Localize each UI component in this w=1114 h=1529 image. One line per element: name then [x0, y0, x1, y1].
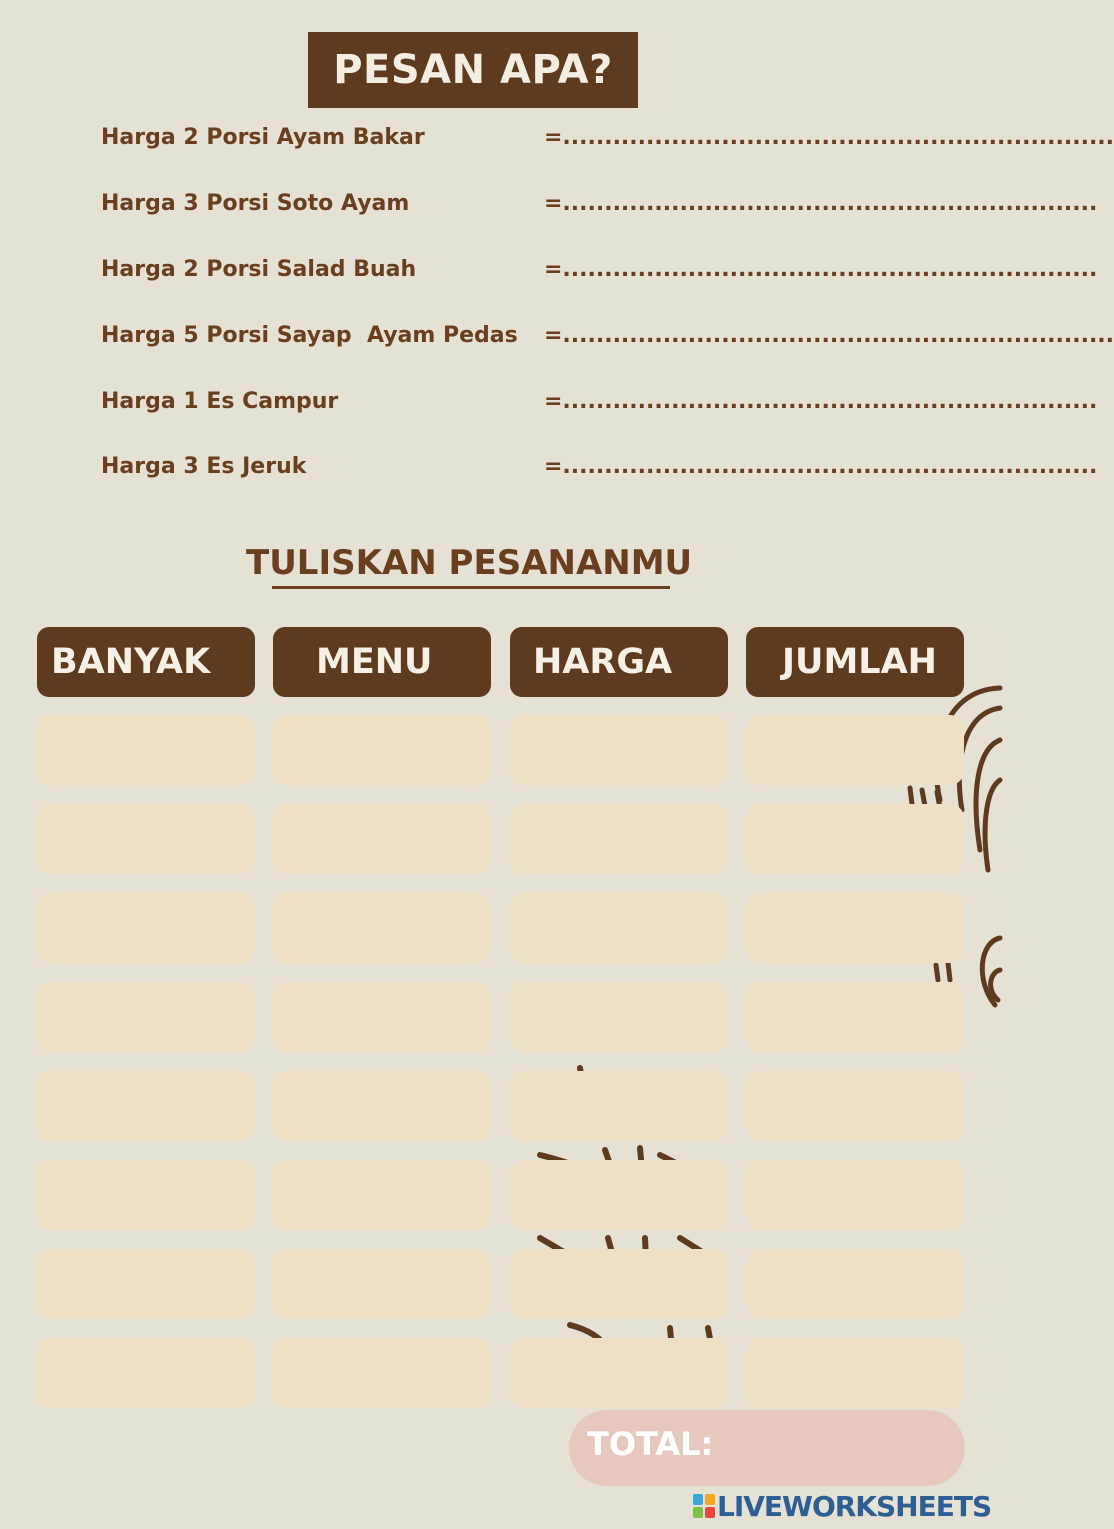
- table-cell-banyak[interactable]: [37, 1249, 255, 1319]
- table-cell-jumlah[interactable]: [746, 1160, 964, 1230]
- column-header-jumlah: JUMLAH: [746, 627, 964, 697]
- question-label: Harga 2 Porsi Salad Buah: [101, 257, 417, 282]
- answer-blank[interactable]: =................................................................: [544, 454, 1098, 479]
- table-cell-jumlah[interactable]: [746, 804, 964, 874]
- column-header-menu: MENU: [273, 627, 491, 697]
- table-cell-harga[interactable]: [510, 1249, 728, 1319]
- table-cell-menu[interactable]: [273, 1160, 491, 1230]
- question-label: Harga 5 Porsi Sayap Ayam Pedas: [101, 323, 518, 348]
- table-cell-harga[interactable]: [510, 982, 728, 1052]
- table-cell-harga[interactable]: [510, 893, 728, 963]
- table-cell-banyak[interactable]: [37, 1338, 255, 1408]
- table-cell-jumlah[interactable]: [746, 1249, 964, 1319]
- answer-blank[interactable]: =................................................................: [544, 191, 1098, 216]
- answer-blank[interactable]: =................................................................: [544, 389, 1098, 414]
- page-title: PESAN APA?: [308, 32, 638, 108]
- question-label: Harga 3 Es Jeruk: [101, 454, 307, 479]
- table-cell-menu[interactable]: [273, 1338, 491, 1408]
- section-title: TULISKAN PESANANMU: [246, 543, 693, 583]
- table-cell-harga[interactable]: [510, 715, 728, 785]
- answer-blank[interactable]: =..................................................................: [544, 125, 1114, 150]
- answer-blank[interactable]: =................................................................: [544, 257, 1098, 282]
- table-cell-menu[interactable]: [273, 893, 491, 963]
- table-cell-banyak[interactable]: [37, 1160, 255, 1230]
- table-cell-banyak[interactable]: [37, 982, 255, 1052]
- table-cell-menu[interactable]: [273, 982, 491, 1052]
- table-cell-harga[interactable]: [510, 804, 728, 874]
- question-label: Harga 1 Es Campur: [101, 389, 339, 414]
- column-header-harga: HARGA: [510, 627, 728, 697]
- table-cell-menu[interactable]: [273, 1249, 491, 1319]
- table-cell-jumlah[interactable]: [746, 1338, 964, 1408]
- table-cell-harga[interactable]: [510, 1160, 728, 1230]
- section-underline: [272, 586, 670, 589]
- table-cell-harga[interactable]: [510, 1071, 728, 1141]
- table-cell-banyak[interactable]: [37, 893, 255, 963]
- total-label: TOTAL:: [587, 1425, 714, 1463]
- question-label: Harga 2 Porsi Ayam Bakar: [101, 125, 425, 150]
- table-cell-banyak[interactable]: [37, 804, 255, 874]
- table-cell-menu[interactable]: [273, 804, 491, 874]
- table-cell-jumlah[interactable]: [746, 715, 964, 785]
- table-cell-menu[interactable]: [273, 715, 491, 785]
- liveworksheets-icon: [693, 1494, 715, 1518]
- table-cell-banyak[interactable]: [37, 715, 255, 785]
- table-cell-banyak[interactable]: [37, 1071, 255, 1141]
- question-label: Harga 3 Porsi Soto Ayam: [101, 191, 410, 216]
- table-cell-menu[interactable]: [273, 1071, 491, 1141]
- table-cell-jumlah[interactable]: [746, 893, 964, 963]
- table-cell-harga[interactable]: [510, 1338, 728, 1408]
- column-header-banyak: BANYAK: [37, 627, 255, 697]
- table-cell-jumlah[interactable]: [746, 1071, 964, 1141]
- answer-blank[interactable]: =..................................................................: [544, 323, 1114, 348]
- brand-name: LIVEWORKSHEETS: [717, 1490, 992, 1523]
- table-cell-jumlah[interactable]: [746, 982, 964, 1052]
